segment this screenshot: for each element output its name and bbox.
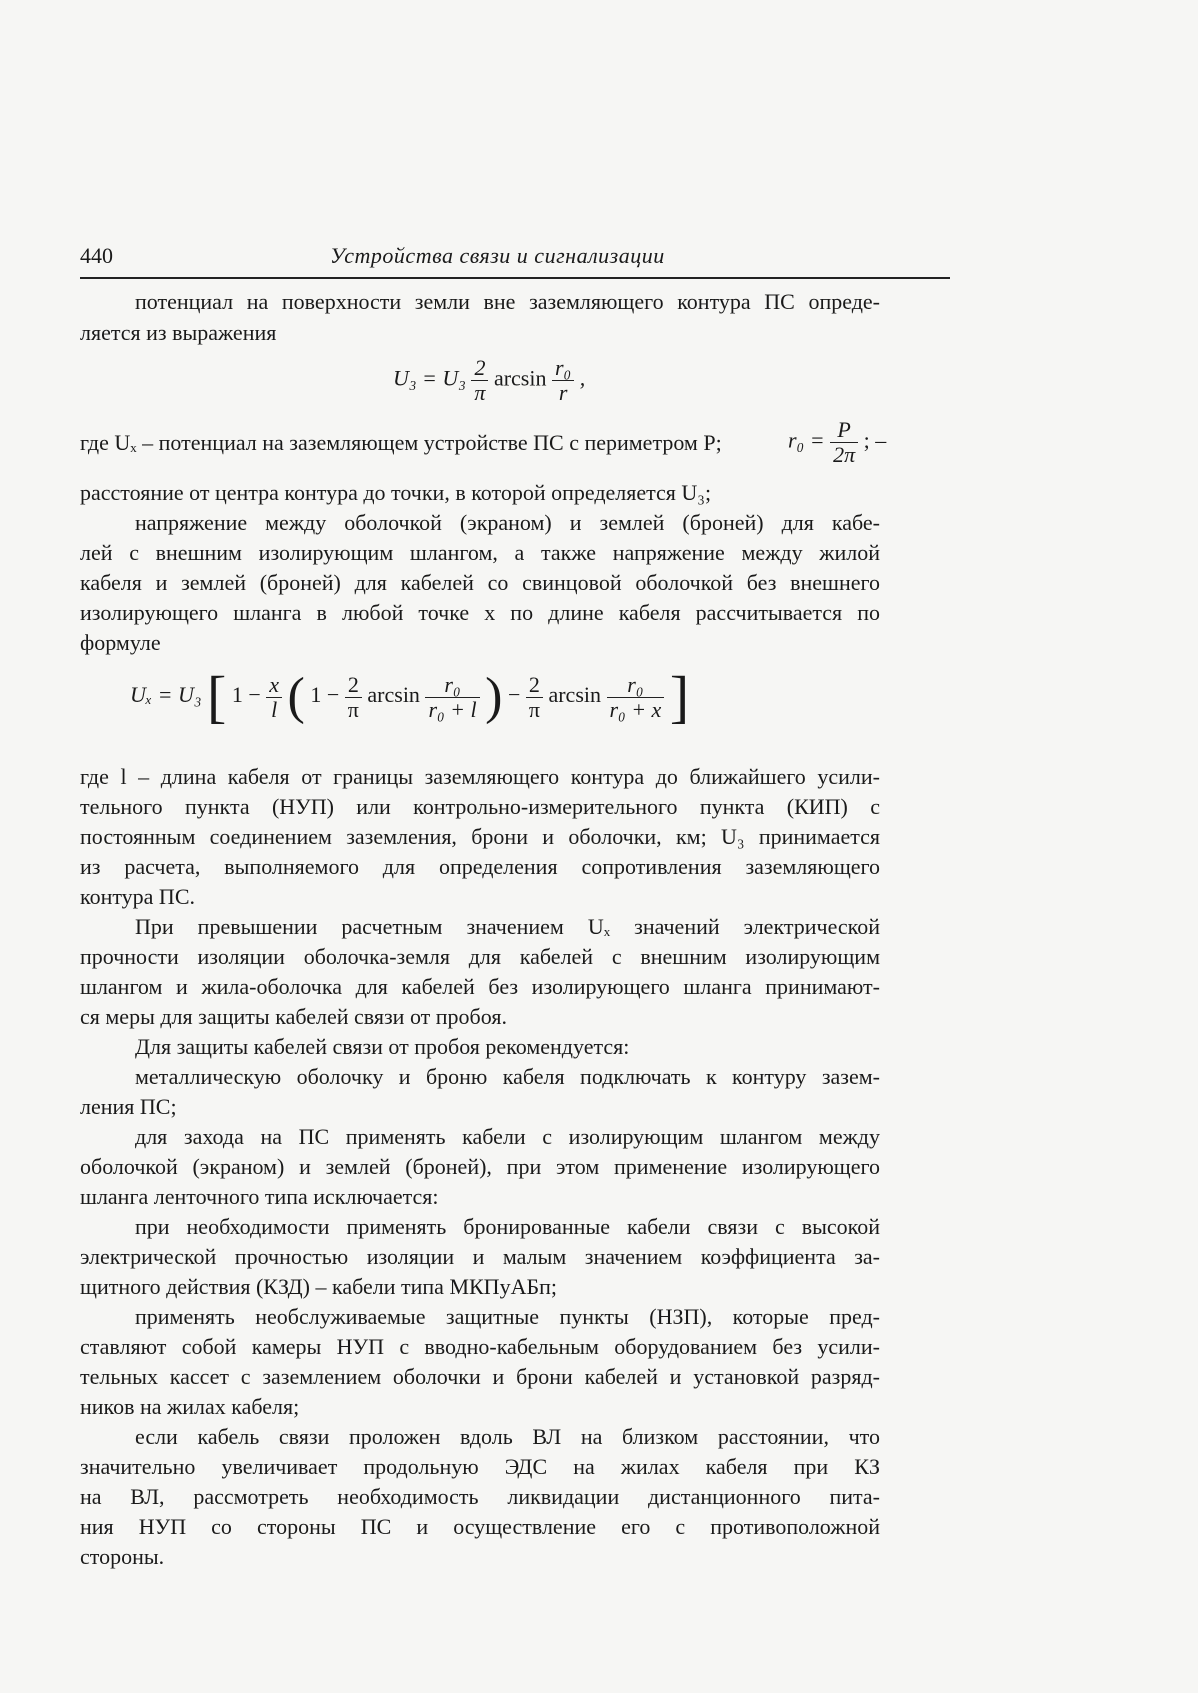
- text-line: шланга ленточного типа исключается:: [80, 1184, 439, 1209]
- text-line: лей с внешним изолирующим шлангом, а также напряжение между жилой: [80, 540, 880, 565]
- text-line: где l – длина кабеля от границы заземляющего контура до ближайшего усили-: [80, 764, 880, 789]
- denominator: π: [347, 696, 359, 722]
- text-line: где Uₓ – потенциал на заземляющем устройстве ПС с периметром P;: [80, 430, 722, 455]
- fraction: [607, 673, 665, 722]
- denominator: r: [558, 380, 568, 405]
- text-line: кабеля и землей (броней) для кабелей со свинцовой оболочкой без внешнего: [80, 570, 880, 595]
- fraction: [471, 356, 488, 405]
- formula-lhs: Uₓ = U₃: [130, 682, 202, 708]
- page-header: [80, 243, 950, 279]
- text-line: из расчета, выполняемого для определения сопротивления заземляющего: [80, 854, 880, 879]
- text-line: на ВЛ, рассмотреть необходимость ликвидации дистанционного пита-: [80, 1484, 880, 1509]
- numerator: r₀: [607, 673, 665, 698]
- text-line: при необходимости применять бронированные кабели связи с высокой: [135, 1214, 880, 1239]
- text-line: для захода на ПС применять кабели с изолирующим шлангом между: [135, 1124, 880, 1149]
- function-name: arcsin: [493, 365, 547, 391]
- text-line: применять необслуживаемые защитные пункты (НЗП), которые пред-: [135, 1304, 880, 1329]
- text-line: значительно увеличивает продольную ЭДС на жилах кабеля при КЗ: [80, 1454, 880, 1479]
- text-line: ления ПС;: [80, 1094, 177, 1119]
- numerator: 2: [345, 673, 362, 698]
- term: 1 −: [310, 682, 340, 708]
- text-line: Для защиты кабелей связи от пробоя рекомендуется:: [135, 1034, 630, 1059]
- left-paren: (: [287, 668, 305, 725]
- text-line: прочности изоляции оболочка-земля для кабелей с внешним изолирующим: [80, 944, 880, 969]
- text-line: формуле: [80, 630, 161, 655]
- text-line: тельных кассет с заземлением оболочки и брони кабелей и установкой разряд-: [80, 1364, 880, 1389]
- text-line: изолирующего шланга в любой точке x по длине кабеля рассчитывается по: [80, 600, 880, 625]
- denominator: π: [474, 380, 486, 405]
- fraction: [266, 673, 282, 722]
- right-paren: ): [485, 668, 503, 725]
- text-line: щитного действия (КЗД) – кабели типа МКПуАБп;: [80, 1274, 557, 1299]
- term: 1 −: [231, 682, 261, 708]
- text-line: При превышении расчетным значением Uₓ значений электрической: [135, 914, 880, 939]
- text-line: электрической прочностью изоляции и малым значением коэффициента за-: [80, 1244, 880, 1269]
- text-line: металлическую оболочку и броню кабеля подключать к контуру зазем-: [135, 1064, 880, 1089]
- text-line: тельного пункта (НУП) или контрольно-измерительного пункта (КИП) с: [80, 794, 880, 819]
- text-line: ляется из выражения: [80, 320, 277, 345]
- function-name: arcsin: [367, 682, 420, 708]
- fraction: [552, 356, 574, 405]
- fraction: [345, 673, 362, 722]
- numerator: r₀: [425, 673, 479, 698]
- text-line: контура ПС.: [80, 884, 195, 909]
- text-line: ставляют собой камеры НУП с вводно-кабельным оборудованием без усили-: [80, 1334, 880, 1359]
- numerator: P: [830, 418, 858, 443]
- fraction: [830, 418, 858, 467]
- text-line: если кабель связи проложен вдоль ВЛ на близком расстоянии, что: [135, 1424, 880, 1449]
- formula-tail: ,: [579, 365, 586, 391]
- text-line: постоянным соединением заземления, брони и оболочки, км; U₃ принимается: [80, 824, 880, 849]
- text-line: напряжение между оболочкой (экраном) и землей (броней) для кабе-: [135, 510, 880, 535]
- right-bracket: ]: [669, 664, 690, 729]
- formula-lhs: r₀ =: [788, 427, 825, 453]
- function-name: arcsin: [548, 682, 601, 708]
- text-line: оболочкой (экраном) и землей (броней), при этом применение изолирующего: [80, 1154, 880, 1179]
- fraction: [425, 673, 479, 722]
- formula-lhs: U₃ = U₃: [393, 365, 466, 391]
- term: −: [507, 682, 521, 708]
- denominator: 2π: [833, 442, 856, 467]
- page-number: 440: [80, 243, 113, 268]
- text-line: стороны.: [80, 1544, 165, 1569]
- text-line: ся меры для защиты кабелей связи от пробоя.: [80, 1004, 507, 1029]
- running-title: Устройства связи и сигнализации: [330, 243, 665, 268]
- fraction: [526, 673, 543, 722]
- formula-tail: ; –: [863, 427, 887, 453]
- numerator: x: [266, 673, 282, 698]
- text-line: шлангом и жила-оболочка для кабелей без изолирующего шланга принимают-: [80, 974, 880, 999]
- formula-cable-voltage: [130, 664, 690, 729]
- text-line: ния НУП со стороны ПС и осуществление его с противоположной: [80, 1514, 880, 1539]
- left-bracket: [: [207, 664, 227, 729]
- text-line: расстояние от центра контура до точки, в которой определяется U₃;: [80, 480, 712, 505]
- numerator: 2: [471, 356, 488, 381]
- numerator: r₀: [552, 356, 574, 381]
- denominator: π: [528, 696, 540, 722]
- numerator: 2: [526, 673, 543, 698]
- denominator: l: [271, 696, 278, 722]
- denominator: r₀ + l: [428, 696, 477, 722]
- formula-r0: [788, 418, 886, 467]
- text-line: ников на жилах кабеля;: [80, 1394, 300, 1419]
- denominator: r₀ + x: [609, 696, 662, 722]
- formula-ground-potential: [393, 356, 585, 405]
- text-line: потенциал на поверхности земли вне заземляющего контура ПС опреде-: [135, 289, 880, 314]
